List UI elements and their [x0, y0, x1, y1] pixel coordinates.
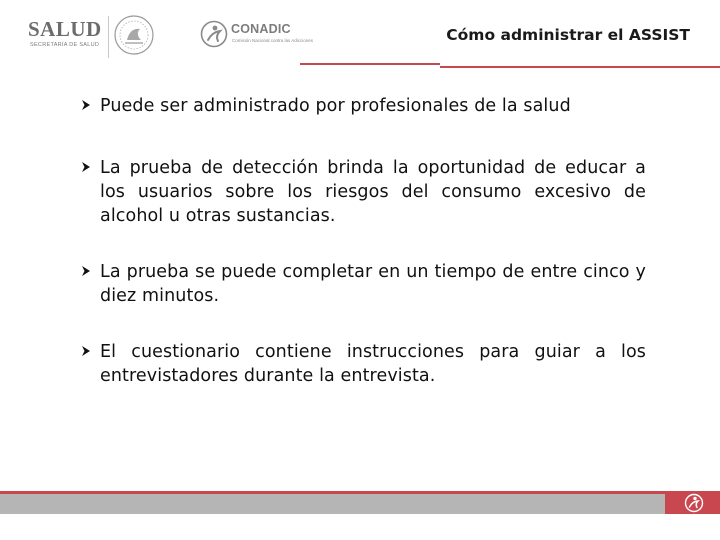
arrow-bullet-icon	[79, 344, 93, 358]
conadic-emblem-icon	[680, 493, 708, 513]
slide-header	[0, 0, 720, 70]
arrow-bullet-icon	[79, 160, 93, 174]
conadic-logo-text: CONADIC	[231, 22, 291, 36]
logo-divider	[108, 16, 109, 58]
header-divider-left	[300, 63, 440, 65]
bullet-item	[79, 94, 646, 118]
conadic-logo-subtext: Comisión Nacional contra las Adicciones	[232, 38, 314, 43]
salud-logo	[28, 18, 103, 50]
bullet-text: La prueba de detección brinda la oportunidad de educar a los usuarios sobre los riesgos del consumo excesivo de alcohol u otras sustancias.	[100, 158, 646, 226]
conadic-emblem-icon	[200, 20, 228, 48]
salud-logo-subtext: SECRETARÍA DE SALUD	[30, 42, 100, 48]
footer-gray-band	[0, 491, 665, 514]
conadic-logo	[200, 18, 314, 52]
slide-title: Cómo administrar el ASSIST	[446, 26, 690, 44]
bullet-text: La prueba se puede completar en un tiempo de entre cinco y diez minutos.	[100, 262, 646, 306]
footer-accent-line	[0, 491, 665, 494]
salud-logo-text: SALUD	[28, 17, 102, 41]
arrow-bullet-icon	[79, 98, 93, 112]
bullet-text: Puede ser administrado por profesionales de la salud	[100, 96, 571, 116]
bullet-text: El cuestionario contiene instrucciones para guiar a los entrevistadores durante la entrevista.	[100, 342, 646, 386]
bullet-list	[79, 84, 646, 388]
national-seal-icon	[113, 14, 155, 56]
bullet-item	[79, 340, 646, 388]
arrow-bullet-icon	[79, 264, 93, 278]
footer-bar	[0, 491, 720, 514]
header-divider-right	[440, 66, 720, 68]
bullet-item	[79, 260, 646, 308]
bullet-item	[79, 156, 646, 228]
